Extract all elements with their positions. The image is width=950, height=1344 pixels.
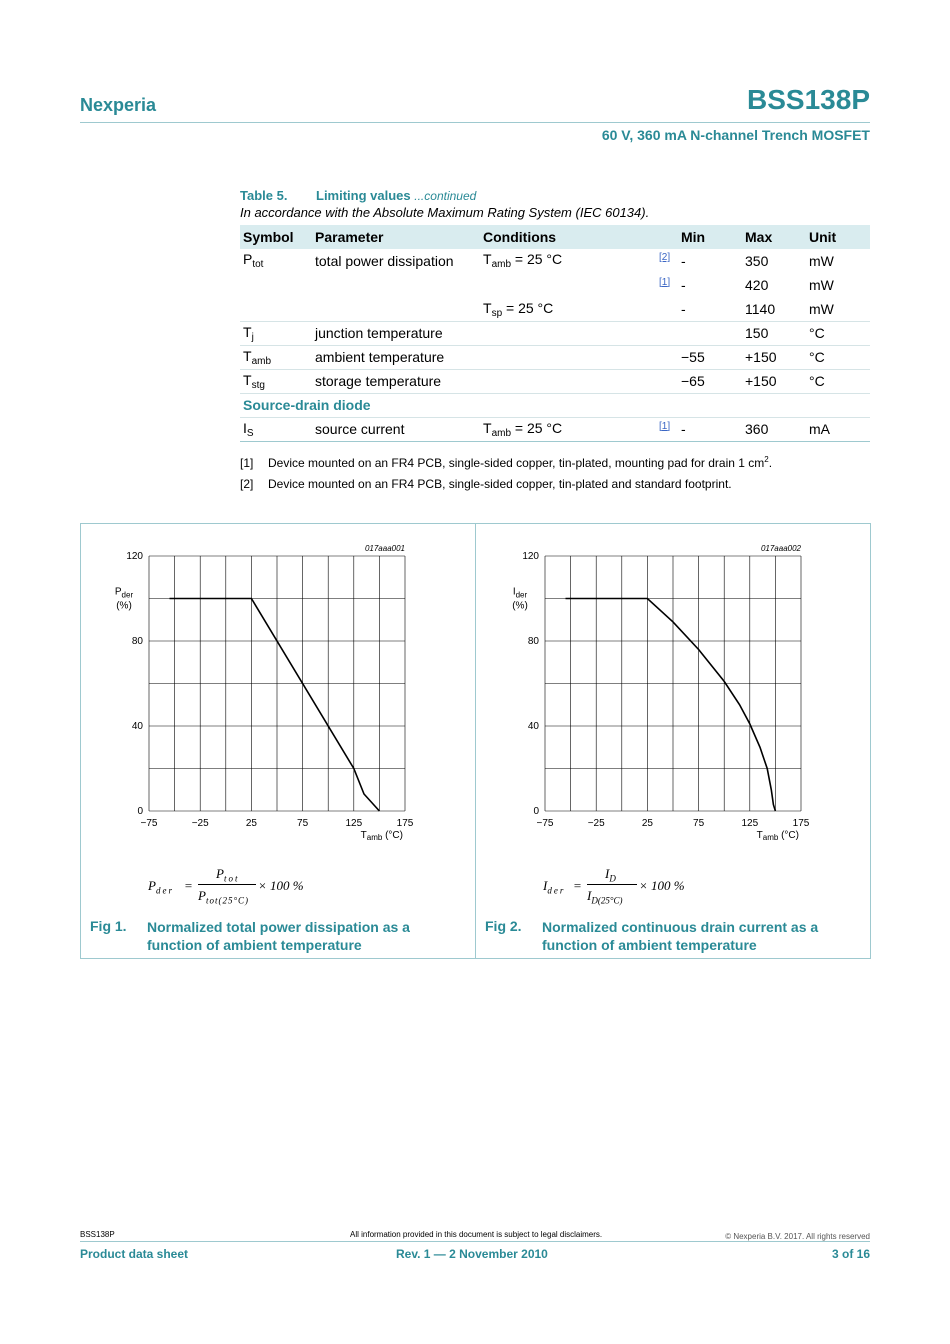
x-tick-label: 175	[792, 818, 810, 829]
footnote-1: [1] Device mounted on an FR4 PCB, single-sided copper, tin-plated, mounting pad for drain 1 $cm^2$.	[240, 455, 773, 470]
table-header-row	[240, 225, 870, 249]
x-axis-label-main: T	[360, 830, 367, 841]
cell-max: +150	[742, 369, 806, 393]
footer-copyright: © Nexperia B.V. 2017. All rights reserved	[725, 1232, 870, 1241]
col-unit: Unit	[806, 225, 870, 249]
table-row	[240, 417, 870, 441]
footnote-number: [2]	[240, 477, 254, 491]
fig1-label: Fig 1.	[90, 918, 127, 934]
cell-unit: °C	[806, 345, 870, 369]
table-row	[240, 273, 870, 297]
col-parameter: Parameter	[312, 225, 480, 249]
fig2-label: Fig 2.	[485, 918, 522, 934]
cell-unit: mW	[806, 273, 870, 297]
y-tick-label: 40	[527, 721, 539, 732]
footer-divider	[80, 1241, 870, 1242]
cell-parameter: junction temperature	[312, 321, 480, 345]
y-tick-label: 40	[131, 721, 143, 732]
y-tick-label: 80	[527, 636, 539, 647]
cell-min: -	[678, 297, 742, 321]
y-axis-label-sub: der	[121, 590, 134, 600]
cell-parameter	[312, 297, 480, 321]
cell-ref	[656, 321, 678, 345]
x-tick-label: −25	[191, 818, 209, 829]
cell-symbol	[240, 297, 312, 321]
figure-code: 017aaa002	[760, 544, 801, 553]
col-ref	[656, 225, 678, 249]
limiting-values-table	[240, 225, 870, 442]
y-tick-label: 120	[126, 551, 143, 562]
cell-unit: mA	[806, 417, 870, 441]
footnote-link[interactable]: [2]	[659, 252, 671, 264]
x-axis-label-main: T	[756, 830, 763, 841]
cell-conditions	[480, 273, 656, 297]
fig2-title: Normalized continuous drain current as a function of ambient temperature	[542, 919, 819, 953]
cell-min: −55	[678, 345, 742, 369]
section-heading: Source-drain diode	[240, 393, 870, 417]
y-axis-label-sub: der	[515, 590, 528, 600]
cell-max: 350	[742, 249, 806, 273]
cell-parameter	[312, 273, 480, 297]
cell-ref	[656, 345, 678, 369]
series-line	[170, 599, 380, 812]
cell-ref[interactable]	[656, 249, 678, 273]
cell-ref	[656, 297, 678, 321]
x-axis-label-sub: amb	[366, 833, 383, 842]
table-caption	[240, 188, 476, 203]
cell-ref[interactable]	[656, 417, 678, 441]
cell-symbol: $T_{amb}$	[240, 345, 312, 369]
cell-unit: °C	[806, 369, 870, 393]
cell-symbol: $I_S$	[240, 417, 312, 441]
cell-symbol	[240, 273, 312, 297]
brand-name: Nexperia	[80, 95, 157, 115]
x-axis-label-sub: amb	[762, 833, 779, 842]
formula-ider: $I_{der}$ = $I_D$ $I_{D(25^\circ C)}$ × 100 %	[543, 866, 685, 906]
y-axis-label: $I_{der}$	[512, 586, 528, 600]
x-tick-label: 75	[693, 818, 705, 829]
y-tick-label: 0	[533, 806, 539, 817]
table-row	[240, 249, 870, 273]
cell-max: 1140	[742, 297, 806, 321]
x-tick-label: −75	[536, 818, 554, 829]
x-tick-label: 75	[297, 818, 309, 829]
cell-conditions: $T_{sp} = 25$ °C	[480, 297, 656, 321]
table-section-row	[240, 393, 870, 417]
footnote-text: Device mounted on an FR4 PCB, single-sided copper, tin-plated and standard footprint.	[268, 477, 732, 491]
cell-ref	[656, 369, 678, 393]
y-tick-label: 120	[522, 551, 539, 562]
cell-max: 150	[742, 321, 806, 345]
cell-min: -	[678, 249, 742, 273]
footer-page-number: 3 of 16	[831, 1247, 870, 1261]
footer-disclaimer: All information provided in this document is subject to legal disclaimers.	[350, 1230, 603, 1239]
cell-parameter: ambient temperature	[312, 345, 480, 369]
cell-symbol: $T_{stg}$	[240, 369, 312, 393]
chart-current-derating	[476, 535, 871, 845]
figure-code: 017aaa001	[364, 544, 405, 553]
x-axis-label	[361, 830, 403, 842]
footnote-link[interactable]: [1]	[659, 276, 671, 288]
x-tick-label: −25	[587, 818, 605, 829]
table-continued: ...continued	[414, 189, 477, 203]
x-tick-label: −75	[140, 818, 158, 829]
cell-symbol: $P_{tot}$	[240, 249, 312, 273]
footnote-2	[240, 477, 732, 491]
cell-max: 420	[742, 273, 806, 297]
x-tick-label: 25	[641, 818, 653, 829]
cell-unit: °C	[806, 321, 870, 345]
y-axis-unit: (%)	[512, 600, 528, 612]
cell-symbol: $T_j$	[240, 321, 312, 345]
x-tick-label: 125	[741, 818, 759, 829]
series-line	[566, 599, 776, 812]
cell-min: -	[678, 273, 742, 297]
cell-conditions	[480, 369, 656, 393]
header-divider	[80, 122, 870, 123]
cell-conditions	[480, 345, 656, 369]
table-row	[240, 345, 870, 369]
col-symbol: Symbol	[240, 225, 312, 249]
x-tick-label: 125	[345, 818, 363, 829]
cell-conditions: $T_{amb} = 25$ °C	[480, 249, 656, 273]
table-row	[240, 369, 870, 393]
x-tick-label: 25	[245, 818, 257, 829]
x-axis-label-unit: (°C)	[382, 830, 403, 841]
product-title: BSS138P	[747, 84, 870, 115]
footer-sheet-type: Product data sheet	[80, 1247, 189, 1261]
footnote-text: Device mounted on an FR4 PCB, single-sided copper, tin-plated, mounting pad for drain 1 cm	[268, 456, 765, 470]
table-row	[240, 297, 870, 321]
formula-pder: $P_{der}$ = $P_{tot}$ $P_{tot(25^\circ C)}$ × 100 %	[148, 866, 304, 906]
product-subtitle: 60 V, 360 mA N-channel Trench MOSFET	[601, 127, 870, 143]
y-axis-unit: (%)	[116, 600, 132, 612]
cell-unit: mW	[806, 297, 870, 321]
footer-revision: Rev. 1 — 2 November 2010	[396, 1247, 548, 1261]
y-axis-label: $P_{der}$	[114, 586, 134, 600]
col-min: Min	[678, 225, 742, 249]
y-tick-label: 0	[137, 806, 143, 817]
chart-power-derating	[80, 535, 475, 845]
cell-parameter: source current	[312, 417, 480, 441]
table-note: In accordance with the Absolute Maximum Rating System (IEC 60134).	[240, 205, 650, 220]
cell-max: 360	[742, 417, 806, 441]
cell-max: +150	[742, 345, 806, 369]
x-tick-label: 175	[396, 818, 414, 829]
y-tick-label: 80	[131, 636, 143, 647]
footer-doc-id: BSS138P	[80, 1230, 115, 1239]
fig1-title: Normalized total power dissipation as a function of ambient temperature	[147, 919, 410, 953]
cell-conditions: $T_{amb} = 25$ °C	[480, 417, 656, 441]
col-conditions: Conditions	[480, 225, 656, 249]
cell-conditions	[480, 321, 656, 345]
footnote-link[interactable]: [1]	[659, 420, 671, 432]
x-axis-label-unit: (°C)	[778, 830, 799, 841]
cell-parameter: storage temperature	[312, 369, 480, 393]
table-number: Table 5.	[240, 188, 288, 203]
cell-min: −65	[678, 369, 742, 393]
cell-min: -	[678, 417, 742, 441]
table-name: Limiting values	[316, 188, 411, 203]
table-row	[240, 321, 870, 345]
cell-unit: mW	[806, 249, 870, 273]
col-max: Max	[742, 225, 806, 249]
x-axis-label	[757, 830, 799, 842]
cell-min	[678, 321, 742, 345]
cell-parameter: total power dissipation	[312, 249, 480, 273]
cell-ref[interactable]	[656, 273, 678, 297]
footnote-number: [1]	[240, 456, 254, 470]
